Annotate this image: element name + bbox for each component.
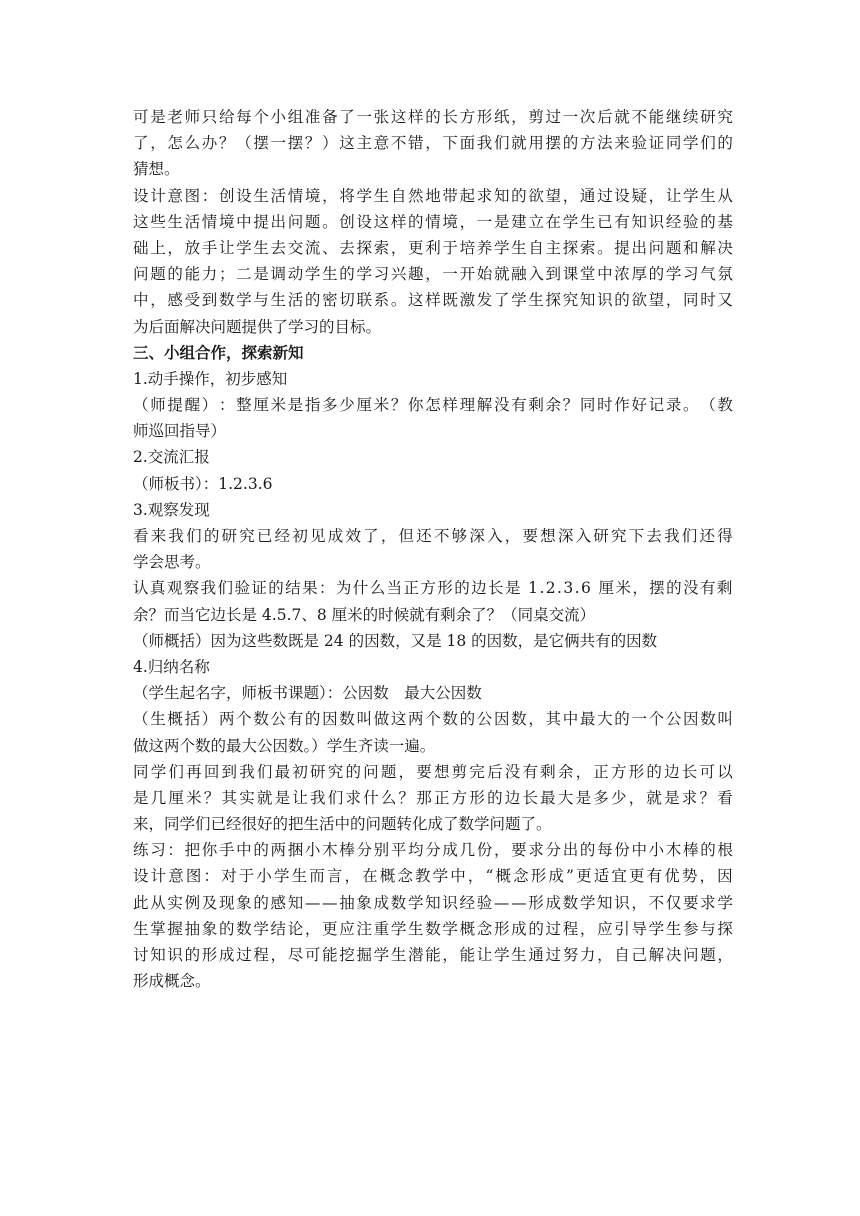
text-line: （学生起名字，师板书课题）：公因数 最大公因数 [133, 684, 482, 703]
text-line: 生 掌 握 抽 象 的 数 学 结 论 ， 更 应 注 重 学 生 数 学 概 念 形 成 的 过 程 ， 应 引 导 学 生 参 与 探 [133, 919, 733, 938]
text-line: 问 题 的 能 力 ； 二 是 调 动 学 生 的 学 习 兴 趣 ， 一 开 始 就 融 入 到 课 堂 中 浓 厚 的 学 习 气 氛 [133, 265, 733, 284]
document-body [133, 104, 733, 994]
text-line: （ 师 提 醒 ） ： 整 厘 米 是 指 多 少 厘 米 ？ 你 怎 样 理 解 没 有 剩 余 ？ 同 时 作 好 记 录 。 （ 教 [133, 396, 733, 415]
text-line: 这 些 生 活 情 境 中 提 出 问 题 。 创 设 这 样 的 情 境 ， 一 是 建 立 在 学 生 已 有 知 识 经 验 的 基 [133, 212, 733, 231]
text-line: 练 习 ： 把 你 手 中 的 两 捆 小 木 棒 分 别 平 均 分 成 几 份 ， 要 求 分 出 的 每 份 中 小 木 棒 的 根 [133, 841, 733, 860]
text-line: （师概括）因为这些数既是 24 的因数，又是 18 的因数，是它俩共有的因数 [133, 631, 658, 650]
text-line: 4.归纳名称 [133, 657, 210, 676]
text-line: 2.交流汇报 [133, 448, 210, 467]
text-line: 了 ， 怎 么 办 ？ （ 摆 一 摆 ？ ） 这 主 意 不 错 ， 下 面 我 们 就 用 摆 的 方 法 来 验 证 同 学 们 的 [133, 134, 733, 153]
text-line: 学会思考。 [133, 553, 211, 572]
text-line: 同 学 们 再 回 到 我 们 最 初 研 究 的 问 题 ， 要 想 剪 完 后 没 有 剩 余 ， 正 方 形 的 边 长 可 以 [133, 762, 733, 781]
section-heading: 三、小组合作，探索新知 [133, 342, 304, 362]
text-line: 来，同学们已经很好的把生活中的问题转化成了数学问题了。 [133, 815, 552, 834]
text-line: 设 计 意 图 ： 对 于 小 学 生 而 言 ， 在 概 念 教 学 中 ， “ 概 念 形 成 ” 更 适 宜 更 有 优 势 ， 因 [133, 867, 733, 886]
text-line: 讨 知 识 的 形 成 过 程 ， 尽 可 能 挖 掘 学 生 潜 能 ， 能 让 学 生 通 过 努 力 ， 自 己 解 决 问 题 ， [133, 946, 733, 964]
text-line: 猜想。 [133, 160, 180, 179]
text-line: 可 是 老 师 只 给 每 个 小 组 准 备 了 一 张 这 样 的 长 方 形 纸 ， 剪 过 一 次 后 就 不 能 继 续 研 究 [133, 108, 733, 126]
text-line: 1.动手操作，初步感知 [133, 369, 288, 388]
text-line: 做这两个数的最大公因数。）学生齐读一遍。 [133, 736, 436, 755]
text-line: 余？而当它边长是 4.5.7、8 厘米的时候就有剩余了？（同桌交流） [133, 605, 596, 624]
text-line: 看 来 我 们 的 研 究 已 经 初 见 成 效 了 ， 但 还 不 够 深 入 ， 要 想 深 入 研 究 下 去 我 们 还 得 [133, 527, 733, 545]
text-line: 是 几 厘 米 ？ 其 实 就 是 让 我 们 求 什 么 ？ 那 正 方 形 的 边 长 最 大 是 多 少 ， 就 是 求 ？ 看 [133, 788, 733, 807]
text-line: （师板书）：1.2.3.6 [133, 474, 273, 493]
text-line: 础 上 ， 放 手 让 学 生 去 交 流 、 去 探 索 ， 更 利 于 培 养 学 生 自 主 探 索 。 提 出 问 题 和 解 决 [133, 238, 733, 257]
text-line: 为后面解决问题提供了学习的目标。 [133, 317, 382, 336]
text-line: 设 计 意 图 ： 创 设 生 活 情 境 ， 将 学 生 自 然 地 带 起 求 知 的 欲 望 ， 通 过 设 疑 ， 让 学 生 从 [133, 186, 733, 205]
text-line: 3.观察发现 [133, 500, 210, 519]
text-line: 认 真 观 察 我 们 验 证 的 结 果 ： 为 什 么 当 正 方 形 的 边 长 是 1 . 2 . 3 . 6 厘 米 ， 摆 的 没 有 剩 [133, 579, 733, 598]
text-line: 师巡回指导） [133, 422, 227, 441]
text-line: 中 ， 感 受 到 数 学 与 生 活 的 密 切 联 系 。 这 样 既 激 发 了 学 生 探 究 知 识 的 欲 望 ， 同 时 又 [133, 291, 733, 310]
text-line: 形成概念。 [133, 972, 211, 991]
text-line: 此 从 实 例 及 现 象 的 感 知 — — 抽 象 成 数 学 知 识 经 验 — — 形 成 数 学 知 识 ， 不 仅 要 求 学 [133, 893, 733, 912]
text-line: （ 生 概 括 ） 两 个 数 公 有 的 因 数 叫 做 这 两 个 数 的 公 因 数 ， 其 中 最 大 的 一 个 公 因 数 叫 [133, 710, 733, 729]
